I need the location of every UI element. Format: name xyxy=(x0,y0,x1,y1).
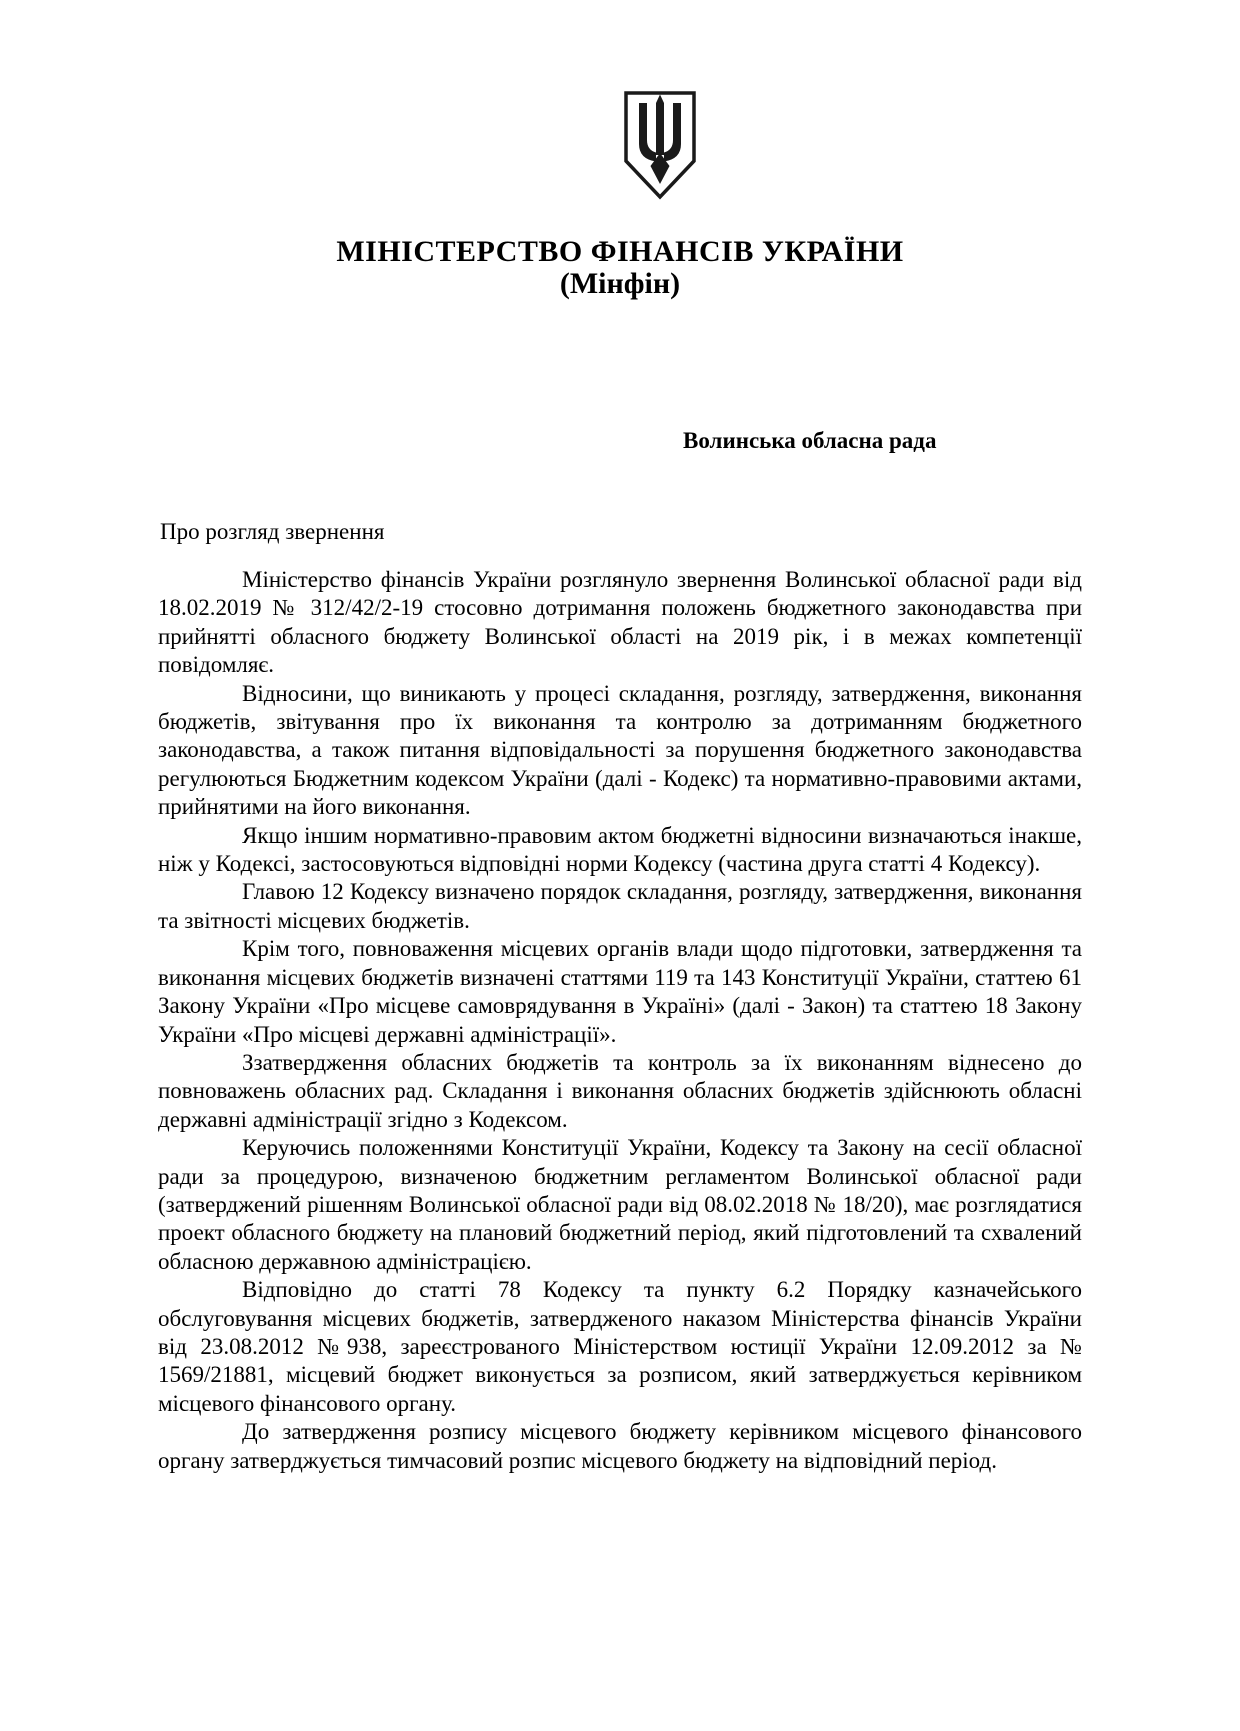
paragraph: Міністерство фінансів України розглянуло звернення Волинської обласної ради від 18.02.2019 № 312/42/2-19 стосовно дотримання положень бюджетного законодавства при прийнятті обласного бюджету Волинської області на 2019 рік, і в межах компетенції повідомляє. xyxy=(158,567,1082,678)
recipient-name: Волинська обласна рада xyxy=(683,428,937,453)
paragraph: Ззатвердження обласних бюджетів та контроль за їх виконанням віднесено до повноважень обласних рад. Складання і виконання обласних бюджетів здійснюють обласні державні адміністрації згідно з Кодексом. xyxy=(158,1049,1082,1132)
paragraph: Відносини, що виникають у процесі складання, розгляду, затвердження, виконання бюджетів, звітування про їх виконання та контролю за дотриманням бюджетного законодавства, а також питання відповідальності за порушення бюджетного законодавства регулюються Бюджетним кодексом України (далі - Кодекс) та нормативно-правовими актами, прийнятими на його виконання. xyxy=(158,680,1082,820)
ukraine-trident-emblem xyxy=(621,88,699,202)
paragraph: Крім того, повноваження місцевих органів влади щодо підготовки, затвердження та виконання місцевих бюджетів визначені статтями 119 та 143 Конституції України, статтею 61 Закону України «Про місцеве самоврядування в Україні» (далі - Закон) та статтею 18 Закону України «Про місцеві державні адміністрації». xyxy=(158,936,1082,1047)
ministry-subtitle: (Мінфін) xyxy=(559,267,681,300)
ministry-title: МІНІСТЕРСТВО ФІНАНСІВ УКРАЇНИ xyxy=(336,235,904,268)
document-body xyxy=(158,566,1082,1475)
paragraph: До затвердження розпису місцевого бюджету керівником місцевого фінансового органу затверджується тимчасовий розпис місцевого бюджету на відповідний період. xyxy=(158,1419,1082,1473)
subject-line: Про розгляд звернення xyxy=(160,519,385,544)
paragraph: Керуючись положеннями Конституції України, Кодексу та Закону на сесії обласної ради за процедурою, визначеною бюджетним регламентом Волинської обласної ради (затверджений рішенням Волинської обласної ради від 08.02.2018 № 18/20), має розглядатися проект обласного бюджету на плановий бюджетний період, який підготовлений та схвалений обласною державною адміністрацією. xyxy=(158,1135,1082,1274)
paragraph: Якщо іншим нормативно-правовим актом бюджетні відносини визначаються інакше, ніж у Кодексі, застосовуються відповідні норми Кодексу (частина друга статті 4 Кодексу). xyxy=(158,822,1082,877)
paragraph: Відповідно до статті 78 Кодексу та пункту 6.2 Порядку казначейського обслуговування місцевих бюджетів, затвердженого наказом Міністерства фінансів України від 23.08.2012 №938, зареєстрованого Міністерством юстиції України 12.09.2012 за № 1569/21881, місцевий бюджет виконується за розписом, який затверджується керівником місцевого фінансового органу. xyxy=(158,1277,1082,1416)
paragraph: Главою 12 Кодексу визначено порядок складання, розгляду, затвердження, виконання та звітності місцевих бюджетів. xyxy=(158,879,1082,933)
